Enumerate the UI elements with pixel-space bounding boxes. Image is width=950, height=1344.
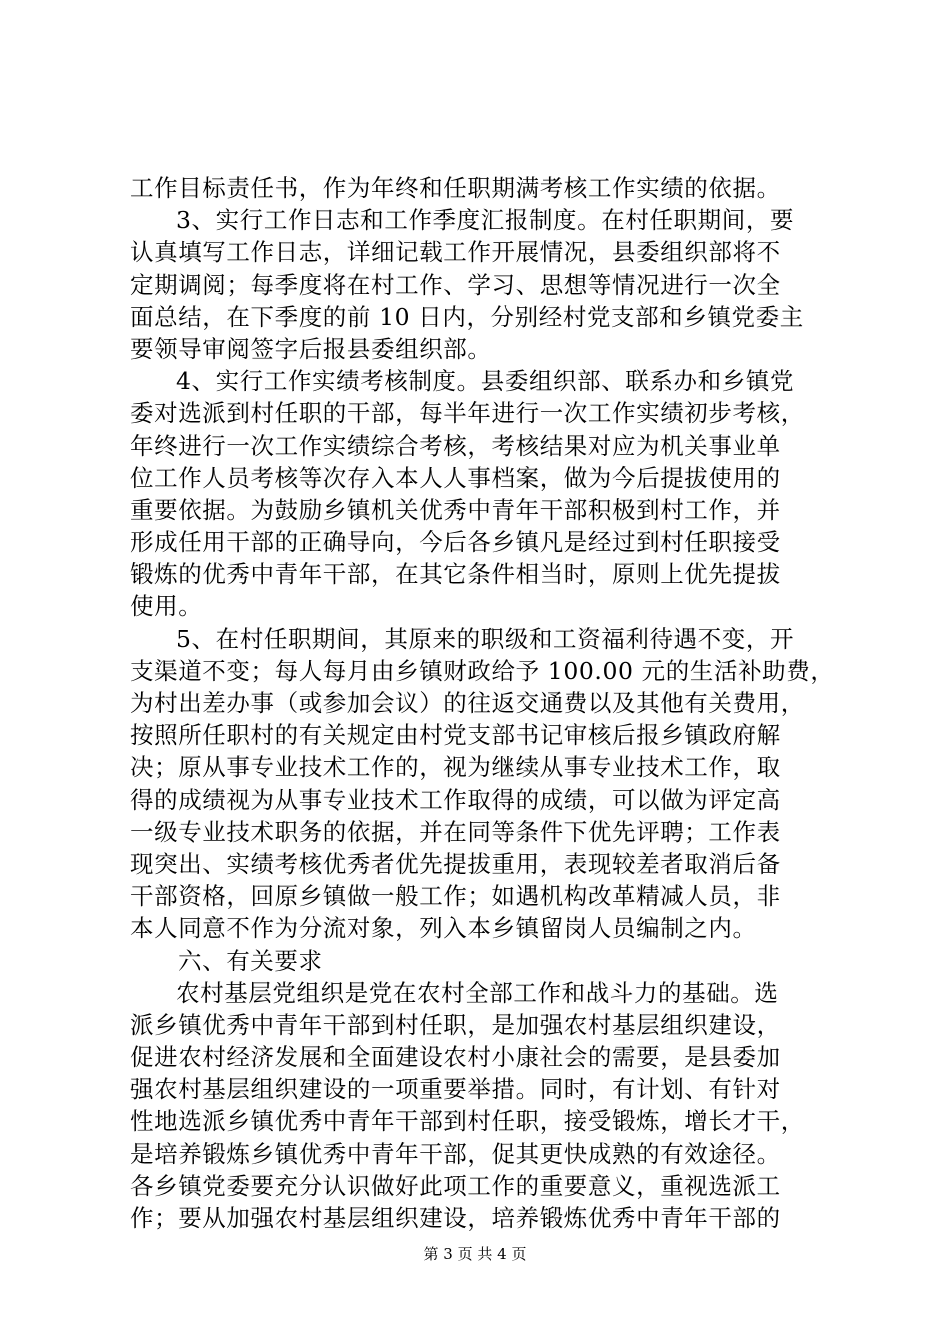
text-line: 促进农村经济发展和全面建设农村小康社会的需要，是县委加: [130, 1043, 781, 1072]
text-line: 3、实行工作日志和工作季度汇报制度。在村任职期间，要: [176, 206, 795, 235]
text-line: 年终进行一次工作实绩综合考核，考核结果对应为机关事业单: [130, 431, 781, 460]
text-line: 定期调阅；每季度将在村工作、学习、思想等情况进行一次全: [130, 270, 781, 299]
text-line: 强农村基层组织建设的一项重要举措。同时，有计划、有针对: [130, 1075, 781, 1104]
text-line: 决；原从事专业技术工作的，视为继续从事专业技术工作，取: [130, 753, 781, 782]
text-line: 认真填写工作日志，详细记载工作开展情况，县委组织部将不: [130, 238, 781, 267]
text-line: 5、在村任职期间，其原来的职级和工资福利待遇不变，开: [176, 624, 795, 653]
text-line: 使用。: [130, 592, 203, 621]
text-line: 派乡镇优秀中青年干部到村任职，是加强农村基层组织建设，: [130, 1010, 781, 1039]
page-footer: 第 3 页 共 4 页: [423, 1245, 527, 1263]
text-line: 委对选派到村任职的干部，每半年进行一次工作实绩初步考核，: [130, 399, 805, 428]
text-line: 是培养锻炼乡镇优秀中青年干部，促其更快成熟的有效途径。: [130, 1139, 781, 1168]
text-line: 作；要从加强农村基层组织建设，培养锻炼优秀中青年干部的: [130, 1204, 781, 1232]
text-line: 本人同意不作为分流对象，列入本乡镇留岗人员编制之内。: [130, 914, 757, 943]
section-heading: 六、有关要求: [178, 946, 323, 975]
text-line: 形成任用干部的正确导向，今后各乡镇凡是经过到村任职接受: [130, 528, 781, 557]
text-line: 重要依据。为鼓励乡镇机关优秀中青年干部积极到村工作，并: [130, 495, 781, 524]
text-line: 锻炼的优秀中青年干部，在其它条件相当时，原则上优先提拔: [130, 560, 781, 589]
text-line: 农村基层党组织是党在农村全部工作和战斗力的基础。选: [176, 978, 779, 1007]
text-line: 工作目标责任书，作为年终和任职期满考核工作实绩的依据。: [130, 174, 781, 202]
text-line: 一级专业技术职务的依据，并在同等条件下优先评聘；工作表: [130, 817, 781, 846]
text-line: 位工作人员考核等次存入本人人事档案，做为今后提拔使用的: [130, 463, 781, 492]
text-line: 4、实行工作实绩考核制度。县委组织部、联系办和乡镇党: [176, 367, 795, 396]
text-line: 各乡镇党委要充分认识做好此项工作的重要意义，重视选派工: [130, 1171, 781, 1200]
text-line: 支渠道不变；每人每月由乡镇财政给予 100.00 元的生活补助费，: [130, 656, 835, 685]
text-line: 得的成绩视为从事专业技术工作取得的成绩，可以做为评定高: [130, 785, 781, 814]
text-line: 要领导审阅签字后报县委组织部。: [130, 334, 492, 363]
text-line: 为村出差办事（或参加会议）的往返交通费以及其他有关费用，: [130, 689, 805, 717]
text-line: 现突出、实绩考核优秀者优先提拔重用，表现较差者取消后备: [130, 849, 781, 878]
text-line: 性地选派乡镇优秀中青年干部到村任职，接受锻炼，增长才干，: [130, 1107, 805, 1136]
body-text: [130, 172, 835, 1234]
text-line: 干部资格，回原乡镇做一般工作；如遇机构改革精减人员，非: [130, 882, 781, 911]
text-line: 面总结，在下季度的前 10 日内，分别经村党支部和乡镇党委主: [130, 302, 804, 331]
text-line: 按照所任职村的有关规定由村党支部书记审核后报乡镇政府解: [130, 721, 781, 750]
